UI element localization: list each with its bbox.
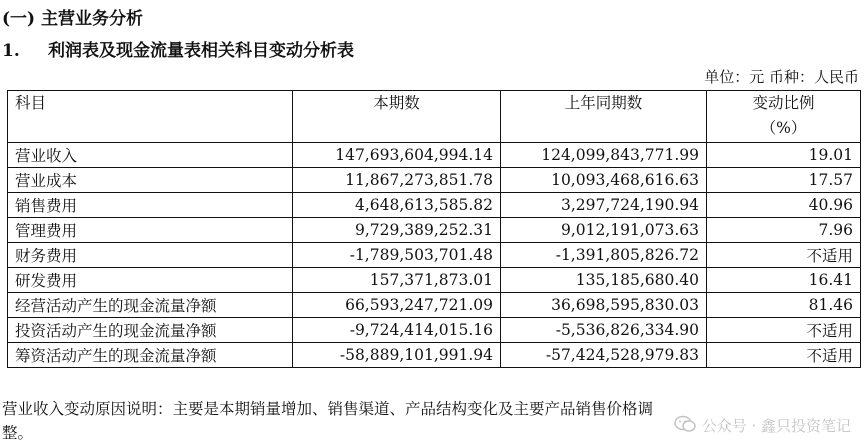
table-row [8,343,861,368]
header-ratio-line2: （%） [760,119,807,137]
row-previous: 9,012,191,073.63 [501,218,707,243]
row-ratio: 不适用 [707,243,861,268]
row-previous: 124,099,843,771.99 [501,143,707,168]
table-row [8,168,861,193]
row-ratio: 7.96 [707,218,861,243]
row-ratio: 19.01 [707,143,861,168]
table-header-row [8,91,861,143]
row-current: -58,889,101,991.94 [293,343,501,368]
income-cashflow-table [7,90,861,368]
header-ratio [707,91,861,143]
row-item: 营业成本 [8,168,293,193]
row-item: 投资活动产生的现金流量净额 [8,318,293,343]
row-item: 研发费用 [8,268,293,293]
row-current: 4,648,613,585.82 [293,193,501,218]
table-row [8,293,861,318]
header-previous: 上年同期数 [501,91,707,143]
row-item: 管理费用 [8,218,293,243]
header-ratio-line1: 变动比例 [752,94,815,112]
row-ratio: 不适用 [707,343,861,368]
note-line-2: 整。 [2,424,34,442]
table-row [8,193,861,218]
row-previous: 10,093,468,616.63 [501,168,707,193]
row-item: 筹资活动产生的现金流量净额 [8,343,293,368]
note-line-1: 营业收入变动原因说明：主要是本期销量增加、销售渠道、产品结构变化及主要产品销售价格调 [2,400,654,418]
table-row [8,243,861,268]
row-current: -9,724,414,015.16 [293,318,501,343]
table-title-text: 利润表及现金流量表相关科目变动分析表 [48,41,354,61]
wechat-icon [674,415,696,437]
row-previous: 36,698,595,830.03 [501,293,707,318]
row-previous: 3,297,724,190.94 [501,193,707,218]
table-title [2,36,354,61]
row-ratio: 16.41 [707,268,861,293]
table-row [8,143,861,168]
table-row [8,218,861,243]
row-item: 经营活动产生的现金流量净额 [8,293,293,318]
watermark-text: 公众号 · 鑫只投资笔记 [701,416,851,435]
row-previous: -5,536,826,334.90 [501,318,707,343]
header-item: 科目 [8,91,293,143]
row-previous: 135,185,680.40 [501,268,707,293]
row-ratio: 81.46 [707,293,861,318]
row-ratio: 不适用 [707,318,861,343]
row-current: 157,371,873.01 [293,268,501,293]
section-heading: (一) 主营业务分析 [2,9,144,29]
row-current: -1,789,503,701.48 [293,243,501,268]
header-current: 本期数 [293,91,501,143]
unit-currency-line: 单位：元 币种：人民币 [704,68,859,86]
row-ratio: 40.96 [707,193,861,218]
row-item: 销售费用 [8,193,293,218]
row-current: 11,867,273,851.78 [293,168,501,193]
table-row [8,268,861,293]
row-current: 66,593,247,721.09 [293,293,501,318]
row-current: 9,729,389,252.31 [293,218,501,243]
table-title-number: 1. [2,41,20,61]
row-current: 147,693,604,994.14 [293,143,501,168]
row-item: 营业收入 [8,143,293,168]
row-previous: -1,391,805,826.72 [501,243,707,268]
row-previous: -57,424,528,979.83 [501,343,707,368]
row-ratio: 17.57 [707,168,861,193]
watermark [674,415,851,438]
table-row [8,318,861,343]
row-item: 财务费用 [8,243,293,268]
